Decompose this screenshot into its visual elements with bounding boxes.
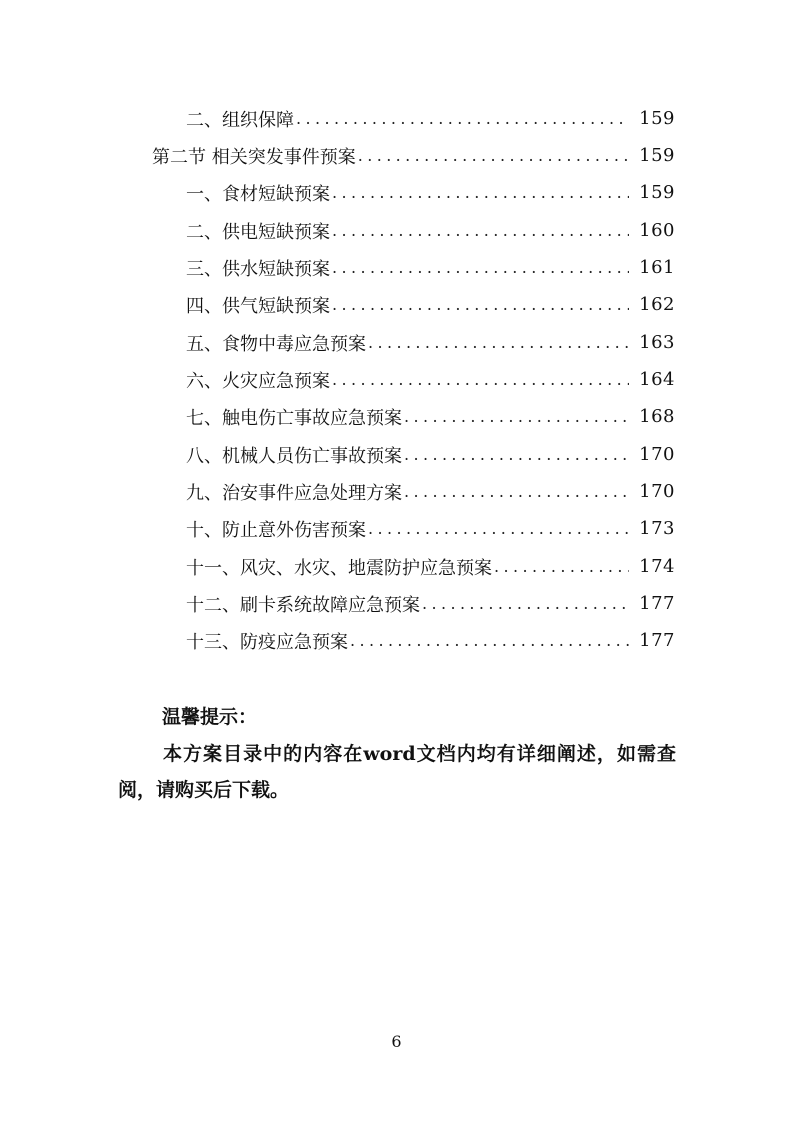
toc-entry[interactable]	[186, 510, 675, 547]
toc-entry-page: 170	[639, 444, 675, 465]
toc-entry-page: 177	[639, 630, 675, 651]
toc-entry-page: 168	[639, 406, 675, 427]
toc-dot-leader	[368, 333, 629, 352]
toc-entry[interactable]	[186, 622, 675, 659]
toc-entry-title: 二、供电短缺预案	[186, 221, 330, 243]
toc-dot-leader	[404, 482, 629, 501]
toc-dot-leader	[404, 445, 629, 464]
toc-entry-title: 十三、防疫应急预案	[186, 631, 348, 653]
toc-dot-leader	[332, 183, 629, 202]
toc-dot-leader	[332, 370, 629, 389]
toc-entry-page: 177	[639, 593, 675, 614]
toc-entry-title: 四、供气短缺预案	[186, 295, 330, 317]
toc-entry-page: 161	[639, 257, 675, 278]
toc-entry[interactable]	[186, 174, 675, 211]
toc-entry-page: 170	[639, 481, 675, 502]
toc-entry[interactable]	[186, 585, 675, 622]
tip-heading: 温馨提示：	[162, 706, 258, 728]
toc-entry[interactable]	[186, 100, 675, 137]
toc-entry-page: 159	[639, 108, 675, 129]
page-number: 6	[391, 1032, 402, 1051]
toc-entry-title: 三、供水短缺预案	[186, 258, 330, 280]
toc-entry-page: 160	[639, 220, 675, 241]
toc-entry[interactable]	[186, 436, 675, 473]
toc-dot-leader	[404, 407, 629, 426]
toc-entry[interactable]	[186, 286, 675, 323]
toc-entry-page: 164	[639, 369, 675, 390]
toc-entry-page: 174	[639, 556, 675, 577]
toc-dot-leader	[332, 221, 629, 240]
toc-entry[interactable]	[152, 137, 675, 174]
toc-dot-leader	[358, 146, 629, 165]
toc-entry-title: 十、防止意外伤害预案	[186, 519, 366, 541]
toc-entry[interactable]	[186, 212, 675, 249]
toc-entry[interactable]	[186, 548, 675, 585]
toc-entry[interactable]	[186, 361, 675, 398]
toc-dot-leader	[332, 258, 629, 277]
toc-dot-leader	[422, 594, 629, 613]
toc-entry-page: 163	[639, 332, 675, 353]
toc-entry-title: 七、触电伤亡事故应急预案	[186, 407, 402, 429]
toc-entry-title: 第二节 相关突发事件预案	[152, 146, 356, 168]
toc-entry-page: 159	[639, 145, 675, 166]
toc-entry-title: 十二、刷卡系统故障应急预案	[186, 594, 420, 616]
toc-entry-page: 173	[639, 518, 675, 539]
toc-entry-title: 五、食物中毒应急预案	[186, 333, 366, 355]
toc-entry-title: 一、食材短缺预案	[186, 183, 330, 205]
toc-entry[interactable]	[186, 324, 675, 361]
toc-entry-title: 九、治安事件应急处理方案	[186, 482, 402, 504]
toc-entry-title: 六、火灾应急预案	[186, 370, 330, 392]
toc-entry-page: 159	[639, 182, 675, 203]
toc-entry-title: 十一、风灾、水灾、地震防护应急预案	[186, 557, 492, 579]
toc-dot-leader	[296, 109, 629, 128]
toc-dot-leader	[368, 519, 629, 538]
tip-body: 本方案目录中的内容在word文档内均有详细阐述，如需查阅，请购买后下载。	[118, 743, 676, 801]
toc-dot-leader	[494, 557, 629, 576]
toc-entry[interactable]	[186, 398, 675, 435]
toc-dot-leader	[350, 631, 629, 650]
toc-entry[interactable]	[186, 249, 675, 286]
toc-entry[interactable]	[186, 473, 675, 510]
toc-entry-page: 162	[639, 294, 675, 315]
toc-entry-title: 八、机械人员伤亡事故预案	[186, 445, 402, 467]
toc-dot-leader	[332, 295, 629, 314]
toc-entry-title: 二、组织保障	[186, 109, 294, 131]
